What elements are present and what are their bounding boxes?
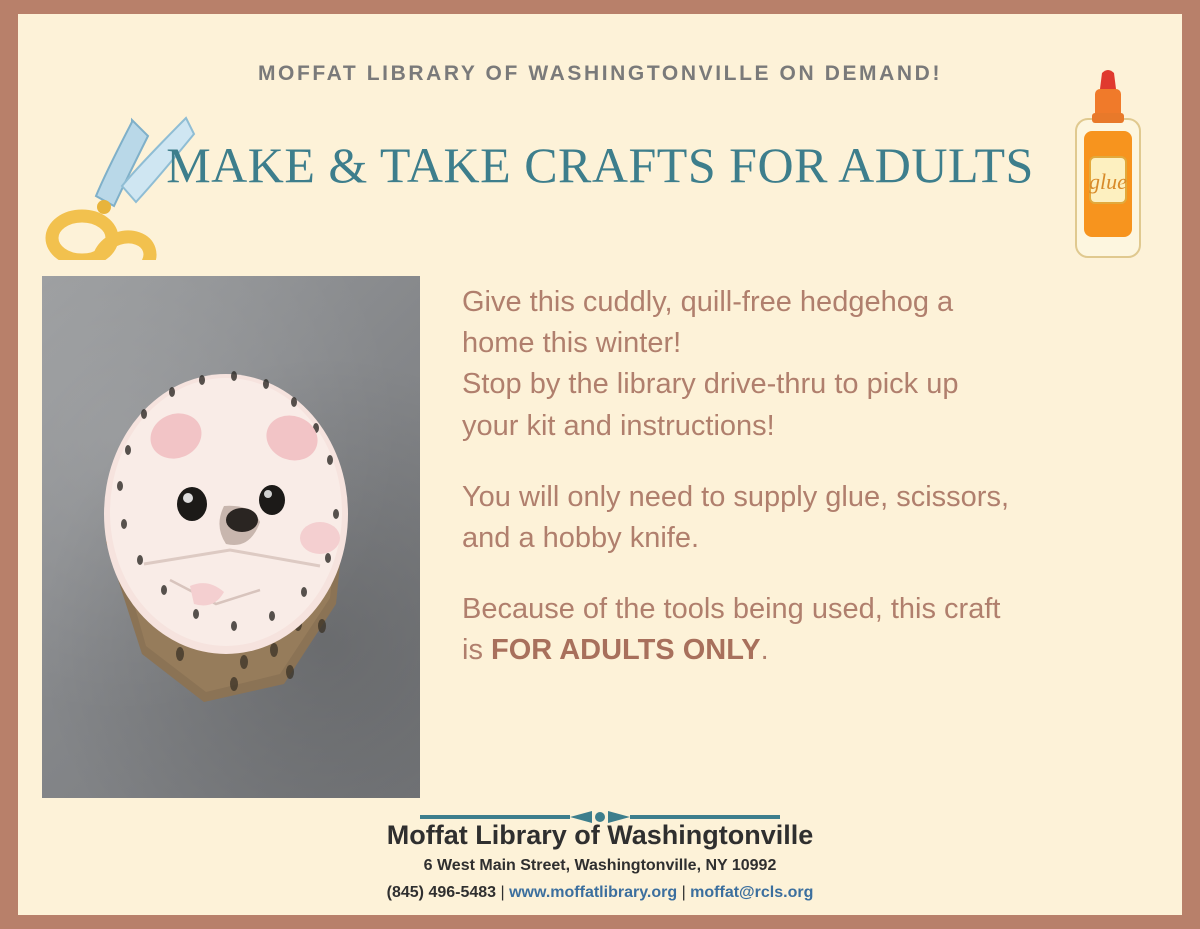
flyer-canvas xyxy=(18,14,1182,915)
adults-only-emphasis: FOR ADULTS ONLY xyxy=(491,634,761,667)
copy-line-5: You will only need to supply glue, scissors, xyxy=(462,480,1010,513)
hedgehog-illustration xyxy=(84,354,374,724)
copy-line-3: Stop by the library drive-thru to pick up xyxy=(462,368,959,401)
footer-contact xyxy=(18,884,1182,902)
copy-spacer-1 xyxy=(462,447,1122,477)
copy-spacer-2 xyxy=(462,559,1122,589)
kicker-text: MOFFAT LIBRARY OF WASHINGTONVILLE ON DEMAND! xyxy=(257,62,943,85)
copy-prefix: is xyxy=(462,634,491,667)
footer-phone: (845) 496-5483 xyxy=(386,884,497,901)
copy-line-7: Because of the tools being used, this craft xyxy=(462,593,1001,626)
footer-address: 6 West Main Street, Washingtonville, NY 10992 xyxy=(423,857,777,874)
copy-line-2: home this winter! xyxy=(462,327,682,360)
copy-line-4: your kit and instructions! xyxy=(462,409,775,442)
page-title: MAKE & TAKE CRAFTS FOR ADULTS xyxy=(166,137,1034,193)
copy-line-6: and a hobby knife. xyxy=(462,521,700,554)
footer-organization: Moffat Library of Washingtonville xyxy=(386,820,814,850)
footer-email-link[interactable]: moffat@rcls.org xyxy=(690,884,814,901)
footer-separator-1: | xyxy=(496,884,510,901)
copy-line-1: Give this cuddly, quill-free hedgehog a xyxy=(462,286,954,318)
copy-suffix: . xyxy=(760,634,769,667)
copy-line-8 xyxy=(462,630,1122,671)
footer-separator-2: | xyxy=(677,884,691,901)
body-copy xyxy=(462,282,1122,671)
glue-label: glue xyxy=(1089,169,1127,194)
hedgehog-craft-photo xyxy=(42,276,420,798)
footer-website-link[interactable]: www.moffatlibrary.org xyxy=(509,884,678,901)
